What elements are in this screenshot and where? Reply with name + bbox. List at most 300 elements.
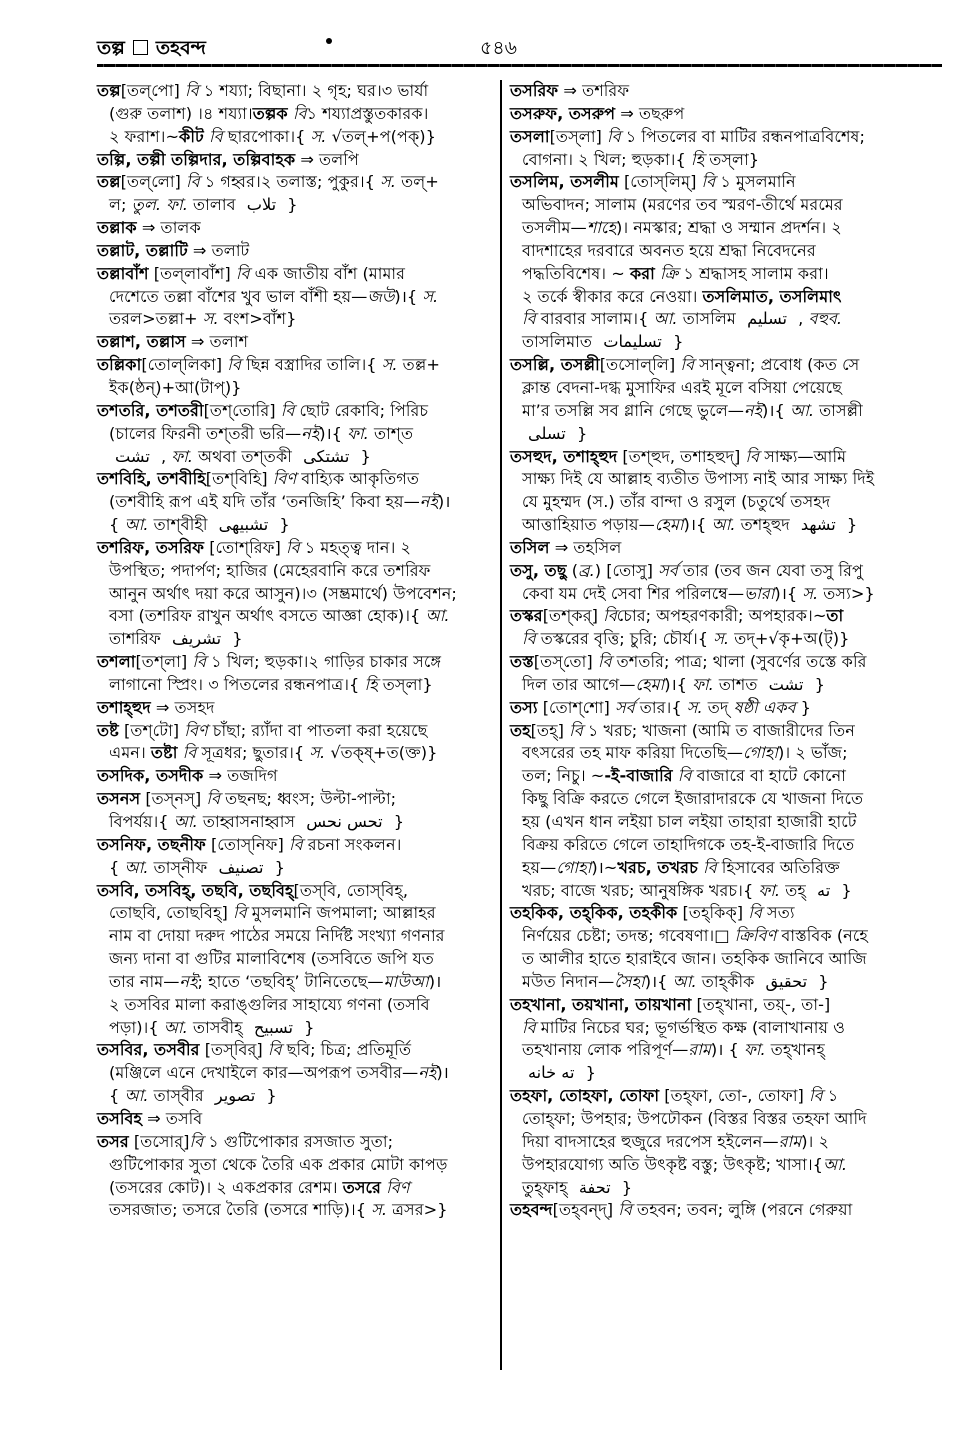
- entry-line: [97, 651, 495, 674]
- definition-text: সাক্ষ্য—আমি: [759, 446, 847, 466]
- grammar-label: বি: [680, 355, 694, 375]
- grammar-label: মাউআ: [383, 971, 429, 991]
- definition-text: লাগানো স্প্রিং। ৩ পিতলের রন্ধনপাত্র।{: [109, 674, 365, 694]
- definition-text: [তশ্‌হুদ, তশাহহুদ্‌]: [617, 446, 746, 466]
- arabic-script: تصویر: [214, 1086, 256, 1106]
- grammar-label: বি: [522, 1017, 536, 1037]
- headword: কীট: [179, 126, 204, 146]
- definition-text: মা’র তসল্লি সব গ্লানি গেছে ভুলে—: [522, 400, 744, 420]
- grammar-label: বি: [280, 400, 295, 420]
- entry-continuation-line: [510, 1062, 940, 1085]
- grammar-label: গোহা: [556, 857, 592, 877]
- headword: তহবন্দ: [510, 1200, 553, 1220]
- entry-line: [97, 80, 495, 103]
- headword: তসলা: [510, 126, 550, 146]
- definition-text: সাক্ষ্য দিই যে আল্লাহ ব্যতীত উপাস্য নাই আর সাক্ষ্য দিই: [522, 469, 875, 489]
- headword: তসবির, তসবীর: [97, 1040, 200, 1060]
- definition-text: জন্য দানা বা গুটির মালাবিশেষ (তসবিতে জপি যত: [109, 949, 434, 969]
- definition-text: চাঁছা; র‍্যাঁদা বা পাতলা করা হয়েছে: [207, 720, 428, 740]
- definition-text: তল্‌+: [395, 172, 439, 192]
- entry-continuation-line: [97, 560, 495, 583]
- grammar-label: বি: [286, 537, 300, 557]
- definition-text: }: [809, 674, 825, 694]
- definition-text: তার নাম—: [109, 971, 180, 991]
- grammar-label: বি: [232, 903, 247, 923]
- definition-text: গুটিপোকার সুতা থেকে তৈরি এক প্রকার মোটা কাপড়: [109, 1154, 448, 1174]
- guide-words: [97, 34, 206, 66]
- definition-text: বিপর্যয়।{: [109, 812, 174, 831]
- grammar-label: স.: [371, 1200, 387, 1220]
- definition-text: বসা (তশরিফ রাখুন অর্থাৎ বসতে আজ্ঞা হোক)।{: [109, 606, 426, 626]
- entry-continuation-line: [510, 788, 940, 811]
- definition-text: তহ্‌খানহ্‌: [765, 1040, 825, 1060]
- entry-continuation-line: [97, 605, 495, 628]
- arabic-script: تحقیق: [765, 971, 808, 991]
- grammar-label: ফা.: [743, 1040, 766, 1060]
- grammar-label: নই: [301, 423, 320, 443]
- entry-line: [97, 400, 495, 423]
- definition-text: মউত নিদান—: [522, 971, 615, 991]
- headword: তস্য: [510, 697, 538, 717]
- definition-text: [তস্‌নস্‌]: [140, 789, 207, 809]
- arabic-script: تسلیمات: [603, 332, 662, 352]
- entry-continuation-line: [510, 1177, 940, 1200]
- entry-line: [97, 217, 495, 240]
- definition-text: ১ গুটিপোকার রসজাত সুতা;: [203, 1131, 394, 1151]
- entry-continuation-line: [510, 1131, 940, 1154]
- definition-text: )।: [437, 492, 451, 512]
- entry-line: [97, 263, 495, 286]
- definition-text: তোছবি, তোছবিহ্‌]: [109, 903, 233, 923]
- definition-text: ⇒ তলপি: [295, 149, 359, 169]
- definition-text: (গুরু তলাশ) ।৪ শয্যা।: [109, 103, 253, 123]
- grammar-label: বি: [569, 720, 583, 740]
- entry-continuation-line: [97, 1177, 495, 1200]
- headword: তহফা, তোহফা, তোফা: [510, 1086, 660, 1106]
- entry-continuation-line: [510, 263, 940, 286]
- entry-line: [510, 1199, 940, 1222]
- definition-text: সান্ত্বনা; প্রবোধ (কত সে: [693, 355, 860, 375]
- headword: তল্লাক: [97, 218, 137, 238]
- entry-continuation-line: [97, 308, 495, 331]
- headword: তসবি, তসবিহ্‌, তছবি, তছবিহ্‌: [97, 880, 294, 900]
- entry-line: [510, 902, 940, 925]
- entry-continuation-line: [97, 902, 495, 925]
- headword: তসরুফ, তসরুপ: [510, 103, 616, 123]
- definition-text: ছিন্ন বস্ত্রাদির তালি।{: [240, 355, 382, 375]
- grammar-label: নই: [179, 971, 198, 991]
- entry-continuation-line: [510, 1154, 940, 1177]
- arabic-script: تلاب: [246, 195, 277, 215]
- entry-continuation-line: [97, 126, 495, 149]
- definition-text: ইক(ষ্ঠন্‌)+আ(টাপ্‌)}: [109, 377, 242, 397]
- entry-line: [97, 171, 495, 194]
- grammar-label: বি: [189, 1131, 204, 1151]
- entry-line: [97, 354, 495, 377]
- entry-continuation-line: [510, 377, 940, 400]
- entry-continuation-line: [97, 286, 495, 309]
- grammar-label: আ.: [124, 1086, 149, 1106]
- definition-text: [তশ্‌কর্‌]: [542, 606, 604, 626]
- entry-line: [97, 468, 495, 491]
- definition-text: [তশ্‌বিহি]: [205, 469, 273, 489]
- definition-text: [তোশ্‌রিফ]: [204, 537, 286, 557]
- entry-line: [510, 651, 940, 674]
- headword: তসু, তছু: [510, 560, 567, 580]
- grammar-label: স.: [309, 743, 326, 763]
- entry-continuation-line: [510, 948, 940, 971]
- grammar-label: বিণ: [272, 469, 297, 489]
- definition-text: সূত্রধর; ছুতার।{: [196, 743, 310, 763]
- grammar-label: ফা.: [347, 423, 369, 443]
- arabic-script: تسلیم: [747, 309, 788, 329]
- entry-line: [97, 1039, 495, 1062]
- entry-continuation-line: [97, 103, 495, 126]
- definition-text: আনুন অর্থাৎ দয়া করে আসুন)।৩ (সম্ভ্রমার্থে) উপবেশন;: [109, 583, 457, 603]
- definition-text: তহখানায় লোক পরিপূর্ণ—: [522, 1040, 689, 1060]
- entry-line: [510, 80, 940, 103]
- entry-continuation-line: [510, 811, 940, 834]
- entry-line: [510, 126, 940, 149]
- definition-text: [তসোর্‌]: [128, 1131, 190, 1151]
- entry-continuation-line: [510, 286, 940, 309]
- entry-line: [510, 537, 940, 560]
- headword: তষ্ট: [97, 720, 119, 740]
- definition-text: পড়া)।{: [109, 1017, 164, 1037]
- definition-text: তস্করের বৃত্তি; চুরি; চৌর্য।{: [535, 629, 714, 649]
- grammar-label: আ.: [823, 1154, 848, 1174]
- grammar-label: বি: [206, 789, 220, 809]
- square-box-icon: [133, 40, 148, 55]
- definition-text: }: [813, 971, 829, 991]
- definition-text: (চালের ফিরনী তশ্‌তরী ভরি—: [109, 423, 302, 443]
- definition-text: খরচ; বাজে খরচ; আনুষঙ্গিক খরচ।{: [522, 880, 759, 900]
- definition-text: [তশ্‌তোরি]: [203, 400, 281, 420]
- arabic-script: تسلی: [528, 423, 566, 443]
- grammar-label: স.: [422, 286, 439, 306]
- definition-text: }: [298, 1017, 315, 1037]
- entry-continuation-line: [510, 491, 940, 514]
- definition-text: এক জাতীয় বাঁশ (মামার: [249, 263, 406, 283]
- headword: তল্পি, তল্পী তল্পিদার, তল্পিবাহক: [97, 149, 296, 169]
- definition-text: হিসাবের অতিরিক্ত: [716, 857, 840, 877]
- definition-text: চোর; অপহরণকারী; অপহারক।~: [616, 606, 827, 626]
- definition-text: ল;: [109, 195, 132, 215]
- grammar-label: বি: [597, 652, 612, 672]
- grammar-label: স.: [202, 309, 219, 329]
- headword: তা: [826, 606, 844, 626]
- grammar-label: আ.: [173, 812, 198, 831]
- grammar-label: আ.: [653, 309, 678, 329]
- grammar-label: আ.: [672, 971, 697, 991]
- entry-continuation-line: [97, 491, 495, 514]
- grammar-label: স.: [686, 697, 703, 717]
- headword: তশতরি, তশতরী: [97, 400, 204, 420]
- arabic-script: تحس نحس: [306, 812, 383, 831]
- headword: -ই-বাজারি: [604, 766, 673, 786]
- headword: তহ: [510, 720, 531, 740]
- grammar-label: বি: [287, 103, 307, 123]
- definition-text: মুসলমানি জপমালা; আল্লাহর: [246, 903, 436, 923]
- entry-continuation-line: [510, 217, 940, 240]
- definition-text: অভিবাদন; সালাম (মরণের তব স্মরণ-তীর্থে মরমের: [522, 195, 843, 215]
- definition-text: [তোস্‌নিফ]: [205, 834, 289, 854]
- definition-text: নাম বা দোয়া দরুদ পাঠের সময়ে নির্দিষ্ট সংখ্যা গণনার: [109, 926, 445, 946]
- entry-continuation-line: [510, 583, 940, 606]
- headword: তশবিহি, তশবীহি: [97, 469, 206, 489]
- headword: তসরে: [342, 1177, 381, 1197]
- definition-text: তার।{: [634, 697, 687, 717]
- header-rule: [97, 64, 942, 67]
- entry-line: [97, 765, 495, 788]
- definition-text: কেবা যম দেই সেবা শির পরিলম্বে—: [522, 583, 745, 603]
- grammar-label: নই: [743, 400, 763, 420]
- entry-continuation-line: [97, 674, 495, 697]
- page-number: ৫৪৬: [480, 37, 518, 59]
- definition-text: }: [836, 880, 852, 900]
- arabic-script: تصنیف: [218, 857, 264, 877]
- definition-text: }: [355, 446, 371, 466]
- entry-line: [510, 103, 940, 126]
- grammar-label: স.: [802, 583, 819, 603]
- arabic-script: تشت: [768, 674, 804, 694]
- definition-text: {: [109, 857, 125, 877]
- definition-text: ১: [822, 1086, 839, 1106]
- grammar-label: আ.: [789, 400, 814, 420]
- definition-text: যে মুহম্মদ (স.) তাঁর বান্দা ও রসুল (চতুর্থে তসহদ: [522, 492, 831, 512]
- grammar-label: বি: [745, 446, 760, 466]
- definition-text: বারবার সালাম।{: [535, 309, 654, 329]
- definition-text: তার (তব জন যেবা তসু রিপু: [677, 560, 863, 580]
- grammar-label: ষষ্ঠী একব: [733, 697, 796, 717]
- headword: তশরিফ, তসরিফ: [97, 537, 205, 557]
- definition-text: }: [841, 515, 858, 535]
- definition-text: ২ তর্কে স্বীকার করে নেওয়া।: [522, 286, 703, 306]
- arabic-script: تحفة: [578, 1177, 611, 1197]
- entry-line: [510, 171, 940, 194]
- grammar-label: সর্ব: [614, 697, 635, 717]
- grammar-label: সৈহা: [614, 971, 645, 991]
- definition-text: তাহ্বাসনাহ্বাস: [197, 812, 301, 831]
- grammar-label: ফা.: [692, 674, 714, 694]
- definition-text: {: [109, 1086, 125, 1106]
- entry-line: [510, 354, 940, 377]
- definition-text: [তশ্‌লা]: [135, 652, 193, 672]
- definition-text: তুহ্‌ফাহ্‌: [522, 1177, 573, 1197]
- grammar-label: রাম: [778, 1131, 802, 1151]
- entry-continuation-line: [97, 377, 495, 400]
- definition-text: }: [274, 515, 290, 535]
- definition-text: কিছু বিক্রি করতে গেলে ইজারাদারকে যে খাজনা দিতে: [522, 789, 864, 809]
- grammar-label: রাম: [688, 1040, 711, 1060]
- definition-text: অথবা তশ্‌তকী: [192, 446, 298, 466]
- definition-text: }: [580, 1063, 596, 1083]
- grammar-label: ফা.: [171, 446, 193, 466]
- definition-text: রচনা সংকলন।: [302, 834, 402, 854]
- definition-text: [তল্‌পো]: [120, 81, 185, 100]
- headword: তশাহ্‌হুদ: [97, 697, 151, 717]
- entry-continuation-line: [510, 834, 940, 857]
- entry-continuation-line: [97, 446, 495, 469]
- definition-text: তহ্‌: [780, 880, 812, 900]
- grammar-label: তুল. ফা.: [131, 195, 188, 215]
- headword: তল্লাশ, তল্লাস: [97, 332, 186, 352]
- entry-continuation-line: [510, 1039, 940, 1062]
- grammar-label: ব্র.: [578, 560, 595, 580]
- definition-text: {: [109, 515, 125, 535]
- definition-text: তশহ্‌হুদ: [735, 515, 795, 535]
- definition-text: হয় (এখন ধান লইয়া চাল লইয়া তাহারা হাজারী হাটে: [522, 812, 857, 831]
- grammar-label: স.: [310, 126, 327, 146]
- grammar-label: নই: [419, 492, 438, 512]
- dot-mark: [326, 38, 332, 44]
- entry-continuation-line: [510, 1108, 940, 1131]
- definition-text: তস্‌লা}: [704, 149, 760, 169]
- entry-continuation-line: [510, 765, 940, 788]
- headword: তল্লিকা: [97, 355, 142, 375]
- entry-continuation-line: [510, 240, 940, 263]
- definition-text: )।: [436, 1063, 449, 1083]
- definition-text: )। {: [710, 1040, 744, 1060]
- headword: করা: [629, 263, 655, 283]
- definition-text: দিল তার আগে—: [522, 674, 636, 694]
- definition-text: )। নমস্কার; শ্রদ্ধা ও সম্মান প্রদর্শন। ২: [616, 218, 842, 238]
- grammar-label: স.: [381, 355, 398, 375]
- entry-continuation-line: [97, 925, 495, 948]
- grammar-label: বি: [185, 172, 200, 192]
- definition-text: ১ শ্রদ্ধাসহ সালাম করা।: [678, 263, 829, 283]
- definition-text: তালাব: [187, 195, 241, 215]
- headword: তসিল: [510, 537, 550, 557]
- entry-line: [97, 834, 495, 857]
- entry-continuation-line: [510, 925, 940, 948]
- definition-text: )।{: [644, 971, 673, 991]
- definition-text: [তোশ্‌শো]: [537, 697, 615, 717]
- definition-text: বিক্রয় করিতে গেলে তাহাদিগকে তহ-ই-বাজারি দিতে: [522, 834, 855, 854]
- grammar-label: গোহা: [742, 743, 778, 763]
- definition-text: তাশত: [713, 674, 763, 694]
- entry-line: [97, 1108, 495, 1131]
- entry-continuation-line: [97, 1085, 495, 1108]
- definition-text: তল; নিচু। ~: [522, 766, 605, 786]
- definition-text: ছোট রেকাবি; পিরিচ: [294, 400, 429, 420]
- definition-text: ⇒ তসহদ: [150, 697, 215, 717]
- definition-text: )।{: [774, 583, 803, 603]
- definition-text: ,: [793, 309, 809, 329]
- entry-line: [510, 560, 940, 583]
- headword: তহখানা, তয়খানা, তায়খানা: [510, 994, 692, 1014]
- entry-line: [510, 605, 940, 628]
- definition-text: )।{: [394, 286, 423, 306]
- definition-text: তাসলিমাত: [522, 332, 598, 352]
- definition-text: ⇒ তজদিগ: [203, 766, 278, 786]
- entry-continuation-line: [97, 811, 495, 834]
- entry-continuation-line: [97, 628, 495, 651]
- definition-text: তাস্‌বীর: [148, 1086, 209, 1106]
- entry-continuation-line: [97, 583, 495, 606]
- entry-line: [97, 240, 495, 263]
- entry-continuation-line: [510, 742, 940, 765]
- definition-text: [তহ্‌ফা, তো-, তোফা]: [659, 1086, 809, 1106]
- grammar-label: বি: [618, 1200, 632, 1220]
- arabic-script: تشریف: [171, 629, 222, 649]
- grammar-label: বি: [522, 309, 536, 329]
- definition-text: নির্ণয়ের চেষ্টা; তদন্ত; গবেষণা।: [522, 926, 715, 946]
- definition-text: তসলীম—: [522, 218, 587, 238]
- definition-text: তদ্‌+√কৃ+অ(ট্‌)}: [729, 629, 850, 649]
- definition-text: বাহ্যিক আকৃতিগত: [296, 469, 420, 489]
- definition-text: ১ শয্যাপ্রস্তুতকারক।: [306, 103, 429, 123]
- grammar-label: বি: [227, 355, 241, 375]
- entry-continuation-line: [97, 423, 495, 446]
- definition-text: (: [566, 560, 579, 580]
- grammar-label: বি: [701, 172, 716, 192]
- definition-text: তাশরিফ: [109, 629, 166, 649]
- headword: তল্লাট, তল্লাটি: [97, 240, 188, 260]
- entry-continuation-line: [97, 194, 495, 217]
- entry-continuation-line: [97, 742, 495, 765]
- entry-continuation-line: [97, 1154, 495, 1177]
- grammar-label: বিণ: [380, 1177, 410, 1197]
- definition-text: (তশবীহি রূপ এই যদি তাঁর ‘তনজিহি’ কিবা হয়—: [109, 492, 420, 512]
- definition-text: ক্লান্ত বেদনা-দগ্ধ মুসাফির এরই মূলে বসিয়া পেয়েছে: [522, 377, 842, 397]
- definition-text: হয়—: [522, 857, 557, 877]
- grammar-label: বি: [184, 81, 199, 100]
- headword: তল্লাবাঁশ: [97, 263, 149, 283]
- definition-text: ১ শয্যা; বিছানা। ২ গৃহ; ঘর।৩ ভার্যা: [198, 81, 429, 100]
- definition-text: সত্য: [761, 903, 795, 923]
- definition-text: তশতরি; পাত্র; থালা (সুবর্ণের তস্তে করি: [611, 652, 867, 672]
- grammar-label: ক্রিবিণ: [729, 926, 777, 946]
- definition-text: দিয়া বাদসাহের হুজুরে দরপেস হইলেন—: [522, 1131, 779, 1151]
- grammar-label: ফা.: [758, 880, 781, 900]
- entry-continuation-line: [510, 674, 940, 697]
- definition-text: তদ্‌: [702, 697, 734, 717]
- entry-continuation-line: [510, 628, 940, 651]
- definition-text: বৎসরের তহ মাফ করিয়া দিতেছি—: [522, 743, 743, 763]
- definition-text: [তস্‌তো]: [533, 652, 598, 672]
- definition-text: মাটির নিচের ঘর; ভূগর্ভস্থিত কক্ষ (বালাখানায় ও: [535, 1017, 846, 1037]
- grammar-label: আ.: [425, 606, 450, 626]
- grammar-label: বি: [808, 1086, 823, 1106]
- definition-text: [তল্‌লাবাঁশ]: [148, 263, 236, 283]
- entry-line: [97, 788, 495, 811]
- definition-text: ⇒ তসবি: [141, 1108, 203, 1128]
- entry-continuation-line: [97, 514, 495, 537]
- grammar-label: নই: [418, 1063, 437, 1083]
- definition-text: বোগনা। ২ খিল; হুড়কা।{: [522, 149, 691, 169]
- entry-line: [510, 994, 940, 1017]
- entry-continuation-line: [510, 308, 940, 331]
- grammar-label: হি: [364, 674, 378, 694]
- headword: খরচ, তখরচ: [617, 857, 698, 877]
- definition-text: তাস্‌নীফ: [148, 857, 213, 877]
- headword: তল্প: [97, 81, 121, 100]
- headword: তল্পক: [252, 103, 288, 123]
- definition-text: )। ২ ভাঁজ;: [778, 743, 848, 763]
- arabic-script: تسبیح: [253, 1017, 293, 1037]
- definition-text: ; হাতে ‘তছবিহ্‌’ টানিতেছে—: [197, 971, 384, 991]
- definition-text: }: [795, 697, 811, 717]
- definition-text: তস্য>}: [818, 583, 875, 603]
- entry-continuation-line: [510, 149, 940, 172]
- grammar-label: হেমা: [635, 674, 665, 694]
- definition-text: [তহ্‌বন্‌দ্‌]: [552, 1200, 619, 1220]
- headword: তসরিফ: [510, 81, 559, 100]
- definition-text: আত্তাহিয়াত পড়ায়—: [522, 515, 655, 535]
- grammar-label: স.: [713, 629, 730, 649]
- entry-continuation-line: [97, 948, 495, 971]
